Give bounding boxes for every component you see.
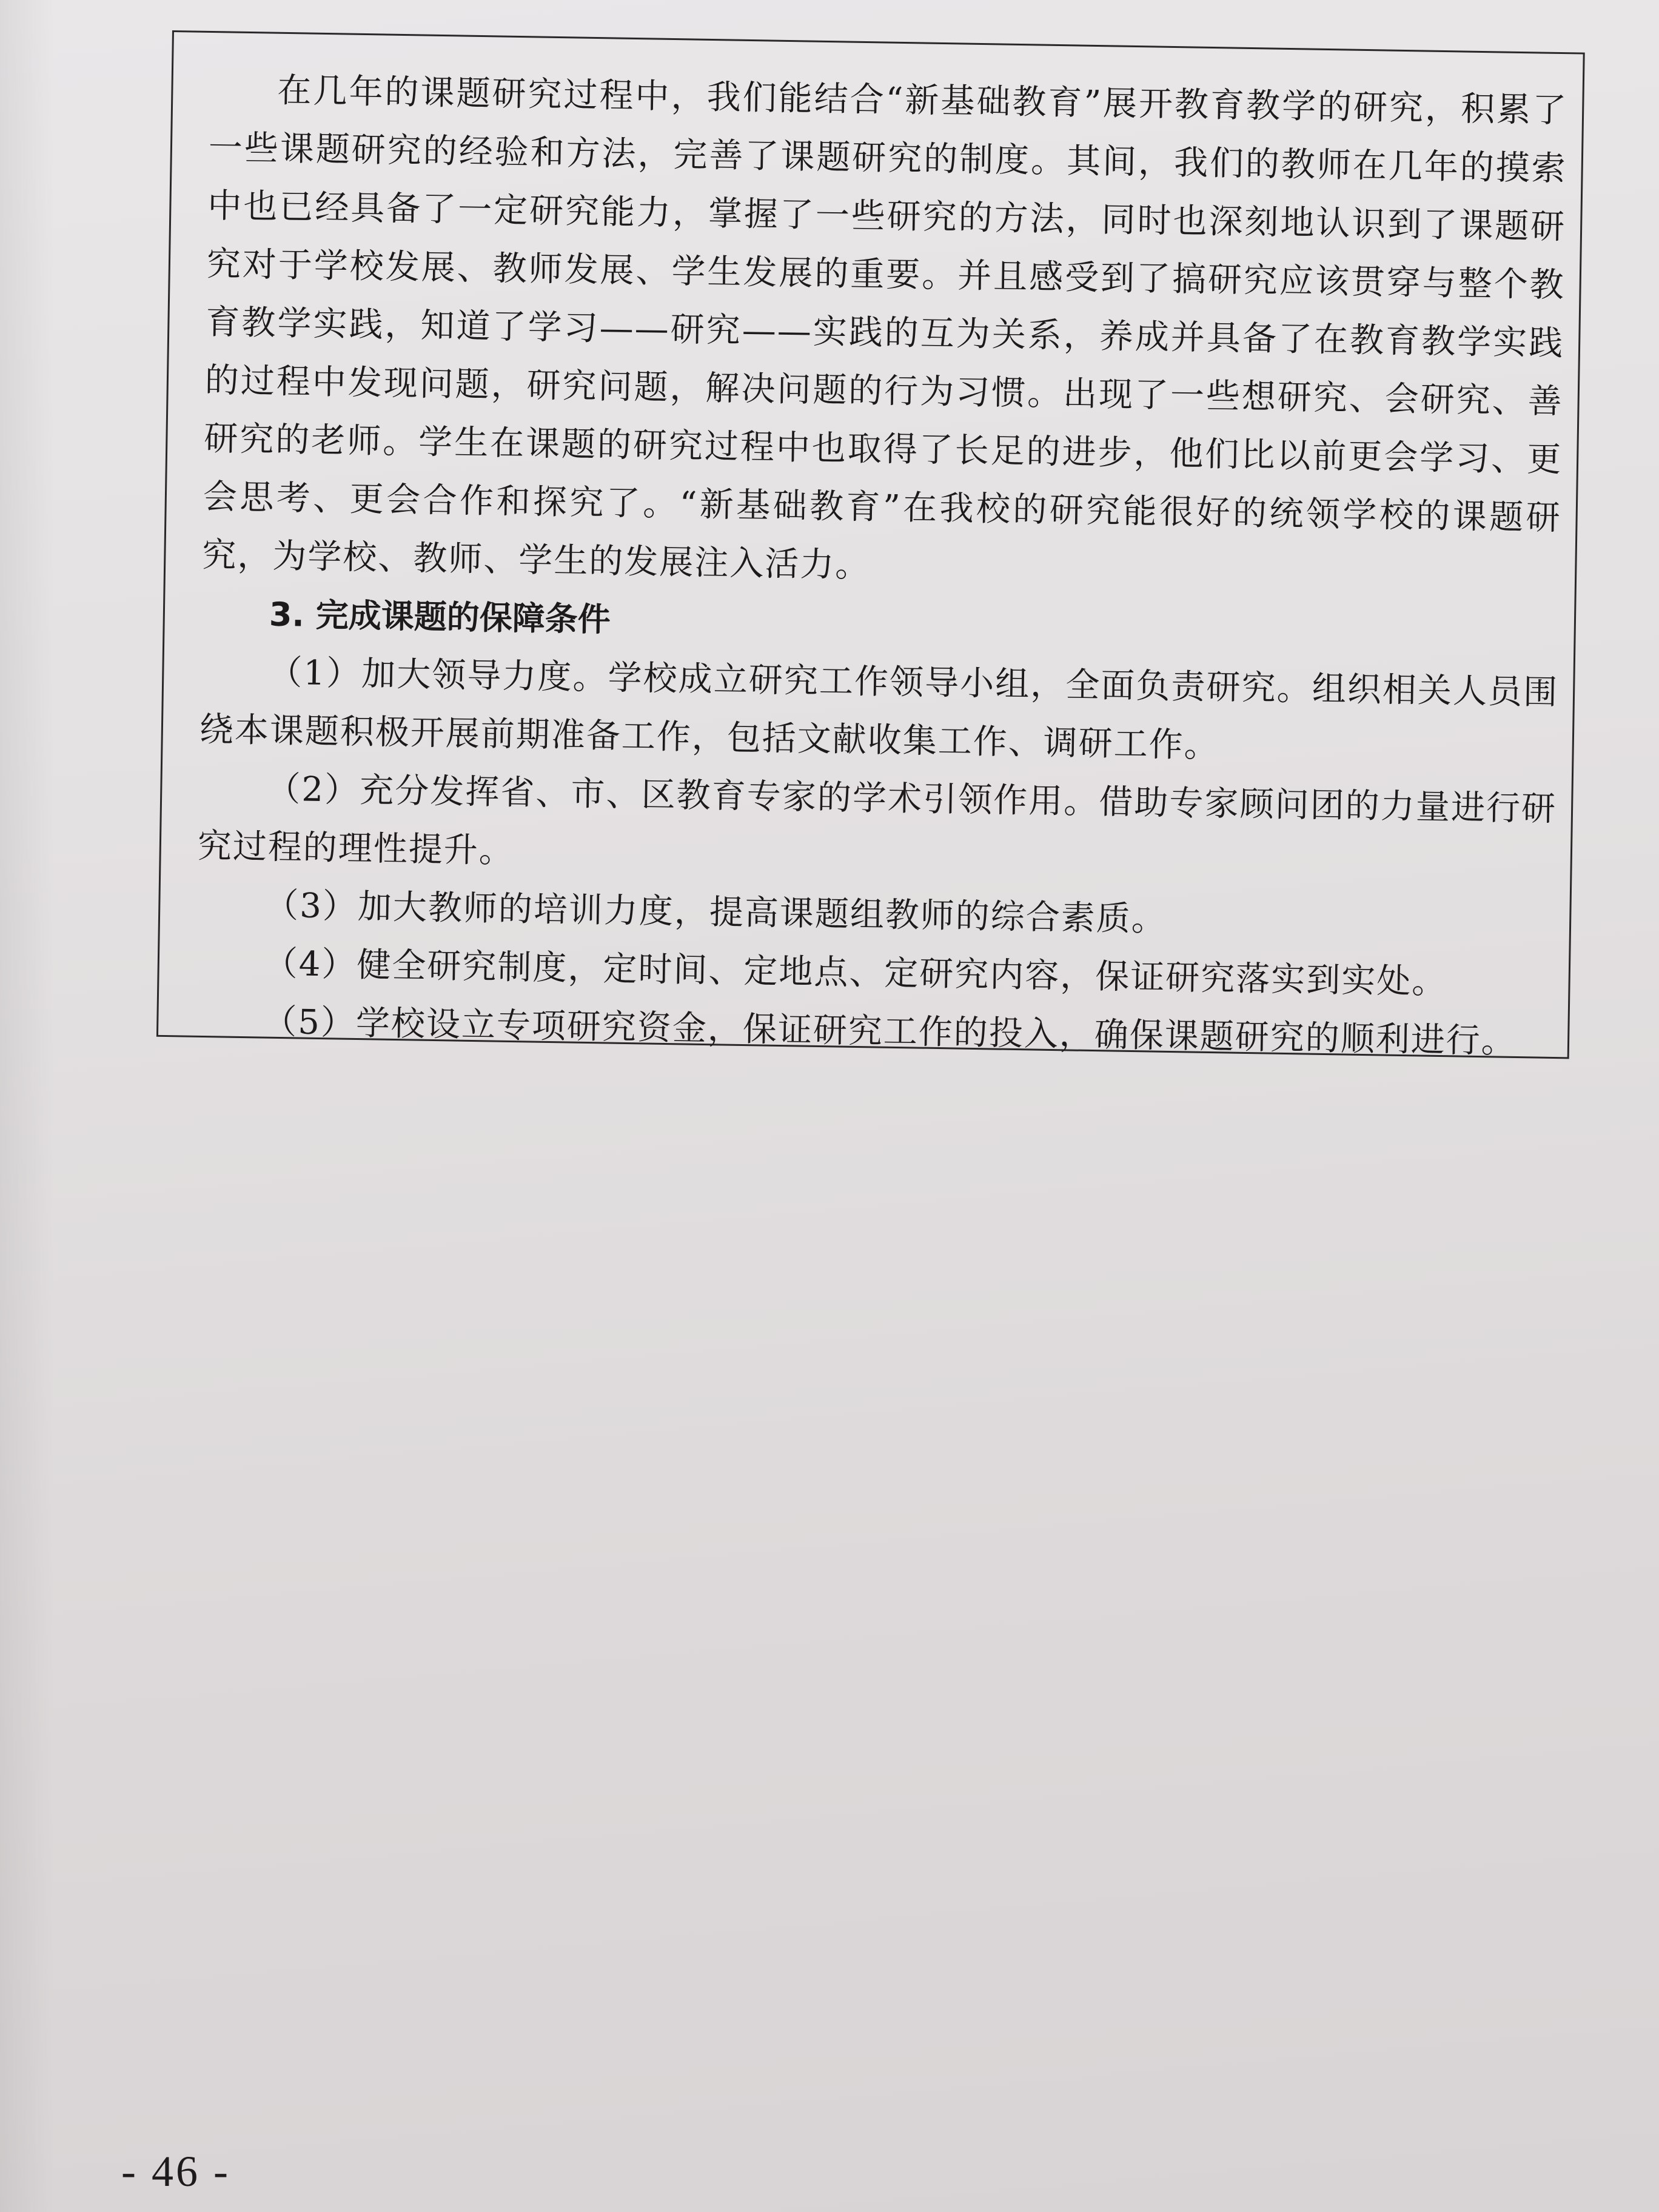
section-heading: 3. 完成课题的保障条件 <box>269 595 611 639</box>
page-edge-shadow <box>0 0 55 2212</box>
list-item: （1）加大领导力度。学校成立研究工作领导小组，全面负责研究。组织相关人员围绕本课题积极开展前期准备工作，包括文献收集工作、调研工作。 <box>199 652 1559 766</box>
list-item: （2）充分发挥省、市、区教育专家的学术引领作用。借助专家顾问团的力量进行研究过程的理性提升。 <box>197 769 1557 871</box>
list-item: （5）学校设立专项研究资金，保证研究工作的投入，确保课题研究的顺利进行。 <box>262 1002 1517 1062</box>
list-item: （3）加大教师的培训力度，提高课题组教师的综合素质。 <box>264 885 1167 939</box>
body-paragraph: 在几年的课题研究过程中，我们能结合“新基础教育”展开教育教学的研究，积累了一些课题研究的经验和方法，完善了课题研究的制度。其间，我们的教师在几年的摸索中也已经具备了一定研究能力，掌握了一些研究的方法，同时也深刻地认识到了课题研究对于学校发展、教师发展、学生发展的重要。并且感受到了搞研究应该贯穿与整个教育教学实践，知道了学习——研究——实践的互为关系，养成并具备了在教育教学实践的过程中发现问题，研究问题，解决问题的行为习惯。出现了一些想研究、会研究、善研究的老师。学生在课题的研究过程中也取得了长足的进步，他们比以前更会学习、更会思考、更会合作和探究了。“新基础教育”在我校的研究能很好的统领学校的课题研究，为学校、教师、学生的发展注入活力。 <box>201 70 1568 586</box>
page-number: - 46 - <box>121 2147 230 2196</box>
bordered-text-box <box>156 30 1585 1062</box>
list-item: （4）健全研究制度，定时间、定地点、定研究内容，保证研究落实到实处。 <box>263 943 1447 1002</box>
